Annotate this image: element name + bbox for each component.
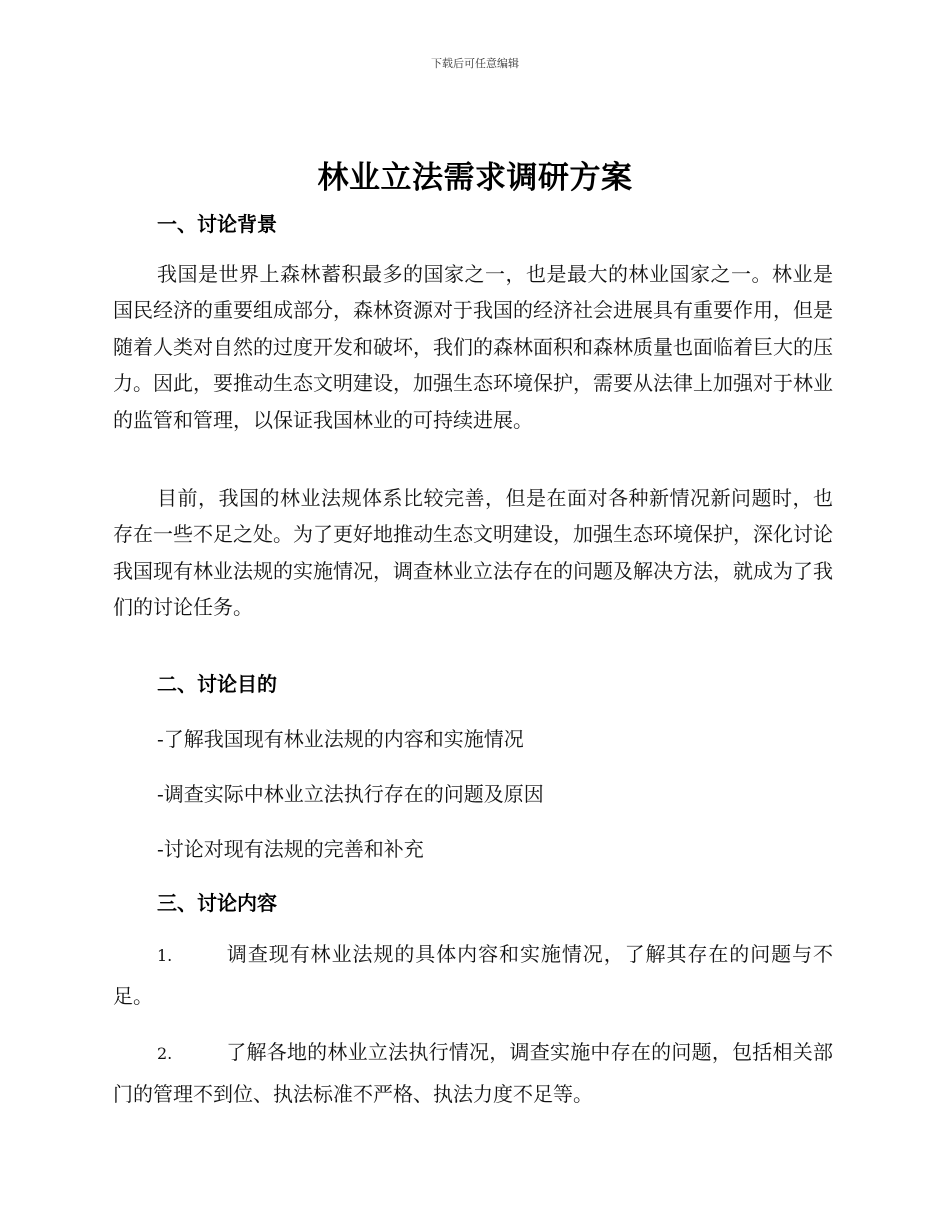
section-heading-content: 三、讨论内容	[157, 891, 277, 915]
section-heading-background: 一、讨论背景	[157, 212, 277, 236]
page-header-note: 下载后可任意编辑	[431, 57, 519, 70]
background-paragraph-1: 我国是世界上森林蓄积最多的国家之一，也是最大的林业国家之一。林业是国民经济的重要组成部分，森林资源对于我国的经济社会进展具有重要作用，但是随着人类对自然的过度开发和破坏，我们的森林面积和森林质量也面临着巨大的压力。因此，要推动生态文明建设，加强生态环境保护，需要从法律上加强对于林业的监管和管理，以保证我国林业的可持续进展。	[113, 262, 833, 432]
content-item-1	[113, 934, 833, 1017]
purpose-bullet-2: -调查实际中林业立法执行存在的问题及原因	[157, 782, 544, 806]
content-item-2	[113, 1032, 833, 1115]
item-number: 1.	[157, 946, 173, 965]
item-text: 调查现有林业法规的具体内容和实施情况，了解其存在的问题与不足。	[113, 942, 833, 1008]
purpose-bullet-1: -了解我国现有林业法规的内容和实施情况	[157, 727, 524, 751]
document-title: 林业立法需求调研方案	[317, 160, 633, 196]
purpose-bullet-3: -讨论对现有法规的完善和补充	[157, 837, 424, 861]
item-number: 2.	[157, 1044, 173, 1063]
section-heading-purpose: 二、讨论目的	[157, 672, 277, 696]
background-paragraph-2: 目前，我国的林业法规体系比较完善，但是在面对各种新情况新问题时，也存在一些不足之处。为了更好地推动生态文明建设，加强生态环境保护，深化讨论我国现有林业法规的实施情况，调查林业立法存在的问题及解决方法，就成为了我们的讨论任务。	[113, 486, 833, 620]
item-text: 了解各地的林业立法执行情况，调查实施中存在的问题，包括相关部门的管理不到位、执法标准不严格、执法力度不足等。	[113, 1040, 833, 1106]
